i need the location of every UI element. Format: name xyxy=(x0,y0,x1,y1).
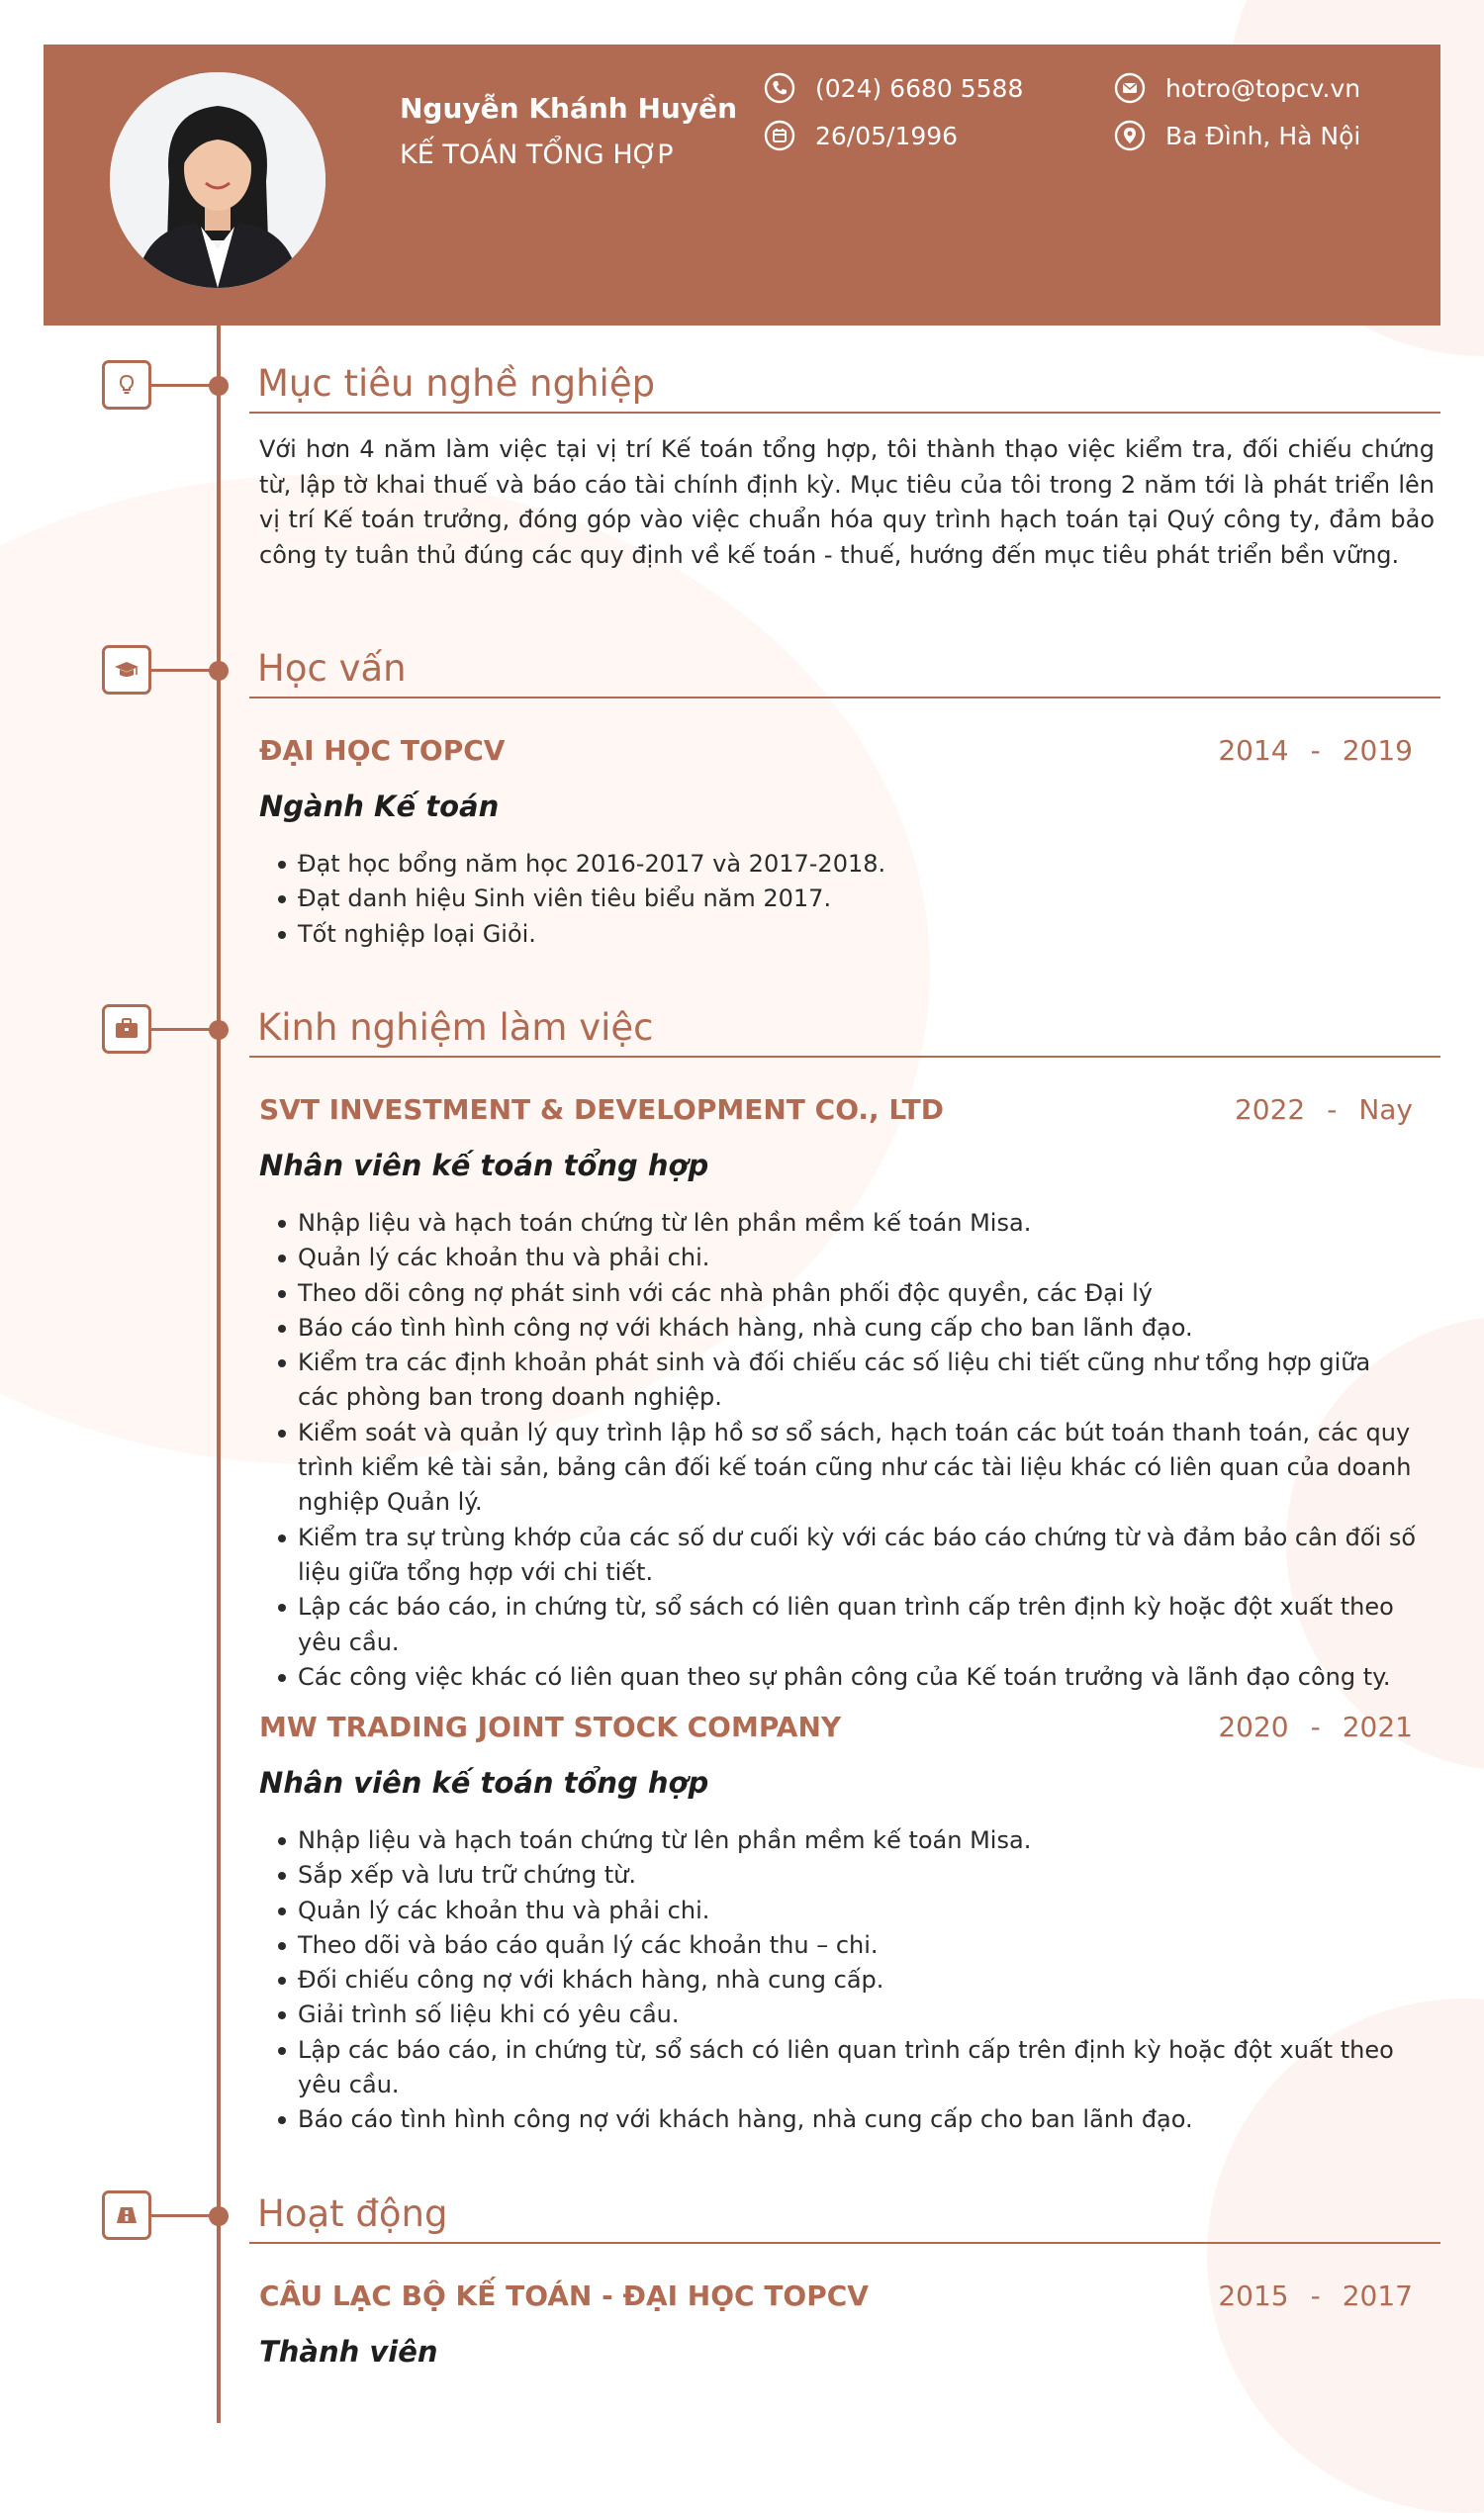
period-from: 2014 xyxy=(1218,734,1289,767)
section-divider xyxy=(249,1056,1440,1058)
activities-icon-box xyxy=(102,2190,151,2240)
list-item: Tốt nghiệp loại Giỏi. xyxy=(259,917,1417,952)
experience-icon-box xyxy=(102,1004,151,1054)
timeline-dot xyxy=(209,1020,229,1040)
contact-email xyxy=(1114,72,1360,104)
period-to: Nay xyxy=(1358,1093,1413,1126)
experience-title: Kinh nghiệm làm việc xyxy=(257,1006,654,1049)
education-details xyxy=(259,847,1417,952)
activities-title: Hoạt động xyxy=(257,2192,448,2235)
candidate-name: Nguyễn Khánh Huyền xyxy=(400,92,738,125)
job-details xyxy=(259,1206,1417,1695)
activity-role: Thành viên xyxy=(259,2335,438,2369)
job-period: 2020 - 2021 xyxy=(1218,1711,1413,1743)
timeline-connector xyxy=(151,2214,215,2217)
section-divider xyxy=(249,2242,1440,2244)
birthday-text: 26/05/1996 xyxy=(815,121,959,150)
list-item: Đạt danh hiệu Sinh viên tiêu biểu năm 2017. xyxy=(259,882,1417,916)
education-icon-box xyxy=(102,645,151,695)
school-name: ĐẠI HỌC TOPCV xyxy=(259,734,506,767)
flag-icon xyxy=(115,2204,139,2226)
list-item: Giải trình số liệu khi có yêu cầu. xyxy=(259,1998,1417,2032)
list-item: Đạt học bổng năm học 2016-2017 và 2017-2018. xyxy=(259,847,1417,882)
objective-text: Với hơn 4 năm làm việc tại vị trí Kế toán tổng hợp, tôi thành thạo việc kiểm tra, đối chiếu chứng từ, lập tờ khai thuế và báo cáo tài chính định kỳ. Mục tiêu của tôi trong 2 năm tới là phát triển lên vị trí Kế toán trưởng, đóng góp vào việc chuẩn hóa quy trình hạch toán tại Quý công ty, đảm bảo công ty tuân thủ đúng các quy định về kế toán - thuế, hướng đến mục tiêu phát triển bền vững. xyxy=(259,435,1435,569)
list-item: Báo cáo tình hình công nợ với khách hàng, nhà cung cấp cho ban lãnh đạo. xyxy=(259,1311,1417,1346)
contact-birthday xyxy=(764,120,958,151)
list-item: Báo cáo tình hình công nợ với khách hàng, nhà cung cấp cho ban lãnh đạo. xyxy=(259,2102,1417,2137)
objective-title: Mục tiêu nghề nghiệp xyxy=(257,362,656,405)
list-item: Nhập liệu và hạch toán chứng từ lên phần mềm kế toán Misa. xyxy=(259,1823,1417,1858)
list-item: Theo dõi công nợ phát sinh với các nhà phân phối độc quyền, các Đại lý xyxy=(259,1276,1417,1311)
location-pin-icon xyxy=(1114,120,1146,151)
list-item: Đối chiếu công nợ với khách hàng, nhà cung cấp. xyxy=(259,1963,1417,1998)
company-name: SVT INVESTMENT & DEVELOPMENT CO., LTD xyxy=(259,1093,944,1126)
list-item: Lập các báo cáo, in chứng từ, sổ sách có liên quan trình cấp trên định kỳ hoặc đột xuất theo yêu cầu. xyxy=(259,1590,1417,1660)
objective-icon-box xyxy=(102,360,151,410)
list-item: Kiểm tra các định khoản phát sinh và đối chiếu các số liệu chi tiết cũng như tổng hợp giữa các phòng ban trong doanh nghiệp. xyxy=(259,1346,1417,1416)
address-text: Ba Đình, Hà Nội xyxy=(1165,121,1361,150)
timeline-connector xyxy=(151,384,215,387)
period-to: 2019 xyxy=(1342,734,1413,767)
mail-icon xyxy=(1114,72,1146,104)
job-period: 2022 - Nay xyxy=(1234,1093,1413,1126)
phone-icon xyxy=(764,72,795,104)
phone-text: (024) 6680 5588 xyxy=(815,73,1024,103)
activity-period: 2015 - 2017 xyxy=(1218,2280,1413,2312)
activity-organization: CÂU LẠC BỘ KẾ TOÁN - ĐẠI HỌC TOPCV xyxy=(259,2280,869,2312)
education-title: Học vấn xyxy=(257,647,407,690)
graduation-cap-icon xyxy=(114,659,139,681)
list-item: Kiểm soát và quản lý quy trình lập hồ sơ sổ sách, hạch toán các bút toán thanh toán, các quy trình kiểm kê tài sản, bảng cân đối kế toán cũng như các tài liệu khác có liên quan của doanh nghiệp Quản lý. xyxy=(259,1416,1417,1521)
list-item: Kiểm tra sự trùng khớp của các số dư cuối kỳ với các báo cáo chứng từ và đảm bảo cân đối số liệu giữa tổng hợp với chi tiết. xyxy=(259,1521,1417,1591)
list-item: Quản lý các khoản thu và phải chi. xyxy=(259,1894,1417,1928)
section-divider xyxy=(249,412,1440,414)
section-divider xyxy=(249,697,1440,698)
timeline-connector xyxy=(151,1028,215,1031)
contact-phone xyxy=(764,72,1023,104)
education-major: Ngành Kế toán xyxy=(259,790,500,823)
period-to: 2017 xyxy=(1342,2280,1413,2312)
profile-header xyxy=(44,45,1440,326)
candidate-role: KẾ TOÁN TỔNG HỢP xyxy=(400,140,674,170)
timeline-connector xyxy=(151,669,215,672)
list-item: Sắp xếp và lưu trữ chứng từ. xyxy=(259,1858,1417,1893)
list-item: Lập các báo cáo, in chứng từ, sổ sách có liên quan trình cấp trên định kỳ hoặc đột xuất theo yêu cầu. xyxy=(259,2033,1417,2103)
list-item: Các công việc khác có liên quan theo sự phân công của Kế toán trưởng và lãnh đạo công ty. xyxy=(259,1660,1417,1695)
job-position: Nhân viên kế toán tổng hợp xyxy=(259,1149,709,1182)
timeline-dot xyxy=(209,2206,229,2226)
list-item: Nhập liệu và hạch toán chứng từ lên phần mềm kế toán Misa. xyxy=(259,1206,1417,1241)
period-from: 2020 xyxy=(1218,1711,1289,1743)
timeline-line xyxy=(217,326,221,2423)
company-name: MW TRADING JOINT STOCK COMPANY xyxy=(259,1711,842,1743)
email-text: hotro@topcv.vn xyxy=(1165,73,1361,103)
period-from: 2015 xyxy=(1218,2280,1289,2312)
period-from: 2022 xyxy=(1234,1093,1306,1126)
lightbulb-icon xyxy=(115,373,139,397)
list-item: Quản lý các khoản thu và phải chi. xyxy=(259,1241,1417,1275)
contact-address xyxy=(1114,120,1360,151)
calendar-icon xyxy=(764,120,795,151)
briefcase-icon xyxy=(114,1017,139,1041)
timeline-dot xyxy=(209,376,229,396)
education-period: 2014 - 2019 xyxy=(1218,734,1413,767)
timeline-dot xyxy=(209,661,229,681)
job-details xyxy=(259,1823,1417,2138)
list-item: Theo dõi và báo cáo quản lý các khoản thu – chi. xyxy=(259,1928,1417,1963)
period-to: 2021 xyxy=(1342,1711,1413,1743)
job-position: Nhân viên kế toán tổng hợp xyxy=(259,1766,709,1800)
avatar xyxy=(110,72,325,288)
